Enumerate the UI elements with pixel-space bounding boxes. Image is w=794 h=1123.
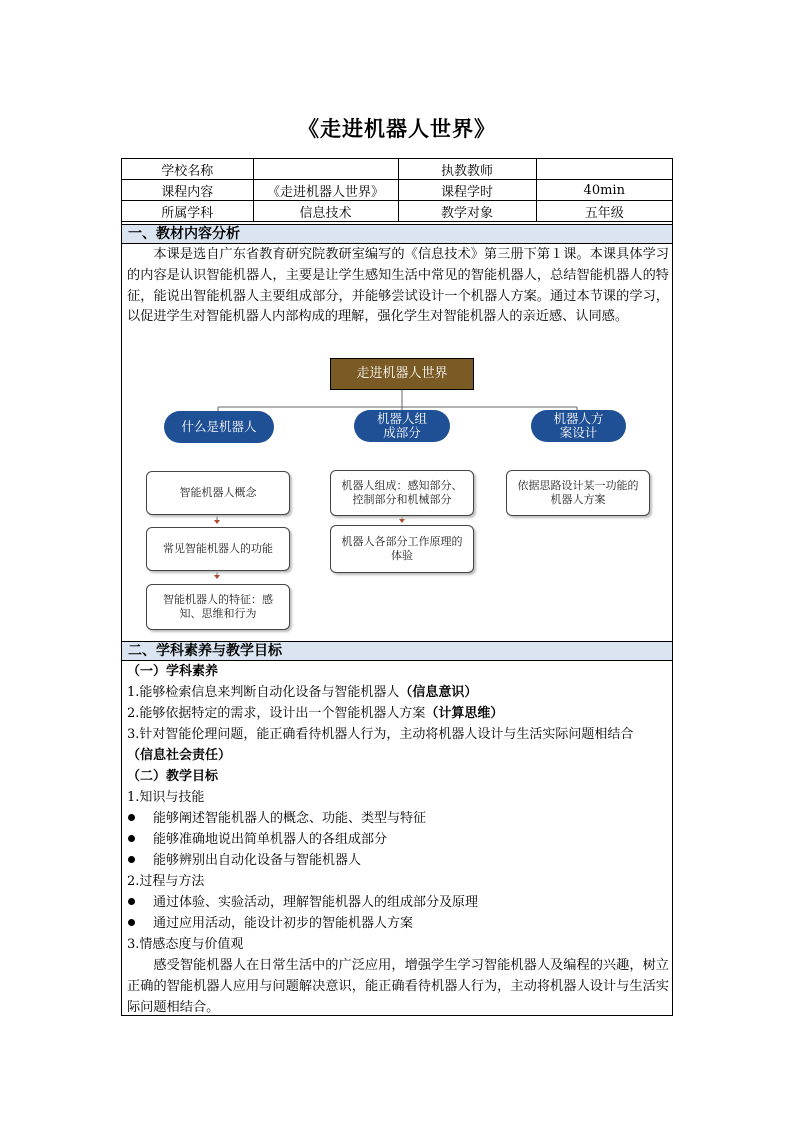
bullet-icon: [128, 856, 135, 863]
concept-diagram: [122, 355, 672, 637]
target-label: 教学对象: [398, 201, 536, 222]
school-value: [253, 159, 398, 180]
diagram-root: 走进机器人世界: [330, 358, 474, 390]
document-title: 《走进机器人世界》: [298, 116, 496, 141]
branch-robot-parts: 机器人组成部分: [354, 410, 450, 442]
literacy-tag: （信息社会责任）: [127, 748, 232, 763]
literacy-tag: （计算思维）: [425, 706, 504, 721]
info-table: [122, 159, 672, 222]
list-item: [128, 851, 361, 871]
content-label: 课程内容: [122, 180, 253, 201]
section-heading-analysis: 一、教材内容分析: [122, 224, 672, 244]
box-robot-plan: 依据思路设计某一功能的机器人方案: [506, 470, 650, 516]
list-item-text: 能够辨别出自动化设备与智能机器人: [153, 853, 362, 868]
subheading-goals: （二）教学目标: [127, 769, 219, 784]
lesson-plan-sheet: [121, 158, 673, 1016]
bullet-icon: [128, 814, 135, 821]
literacy-item: [127, 683, 477, 703]
branch-what-is-robot: 什么是机器人: [164, 411, 274, 443]
teacher-label: 执教教师: [398, 159, 536, 180]
box-robot-features: 智能机器人的特征：感知、思维和行为: [146, 584, 290, 630]
goal-heading: 2.过程与方法: [127, 874, 205, 889]
target-value: 五年级: [536, 201, 672, 222]
list-item-text: 能够准确地说出简单机器人的各组成部分: [153, 832, 388, 847]
hours-value: 40min: [536, 180, 672, 201]
bullet-icon: [128, 835, 135, 842]
literacy-item: [127, 704, 503, 724]
list-item: [128, 893, 478, 913]
box-robot-functions: 常见智能机器人的功能: [146, 527, 290, 571]
literacy-item: 3.针对智能伦理问题，能正确看待机器人行为，主动将机器人设计与生活实际问题相结合: [127, 727, 634, 742]
literacy-tag: （信息意识）: [399, 685, 478, 700]
table-row: [122, 159, 672, 180]
hours-label: 课程学时: [398, 180, 536, 201]
goal-heading: 3.情感态度与价值观: [127, 937, 244, 952]
bullet-icon: [128, 919, 135, 926]
box-robot-concept: 智能机器人概念: [146, 471, 290, 515]
bullet-icon: [128, 898, 135, 905]
subject-value: 信息技术: [253, 201, 398, 222]
literacy-text: 2.能够依据特定的需求，设计出一个智能机器人方案: [127, 706, 426, 721]
list-item: [128, 830, 387, 850]
analysis-paragraph: 本课是选自广东省教育研究院教研室编写的《信息技术》第三册下第１课。本课具体学习的内容是认识智能机器人，主要是让学生感知生活中常见的智能机器人，总结智能机器人的特征，能说出智能机器人主要组成部分，并能够尝试设计一个机器人方案。通过本节课的学习，以促进学生对智能机器人内部构成的理解，强化学生对智能机器人的亲近感、认同感。: [127, 247, 669, 325]
table-row: [122, 201, 672, 222]
subject-label: 所属学科: [122, 201, 253, 222]
list-item-text: 能够阐述智能机器人的概念、功能、类型与特征: [153, 811, 427, 826]
literacy-text: 1.能够检索信息来判断自动化设备与智能机器人: [127, 685, 400, 700]
list-item-text: 通过体验、实验活动，理解智能机器人的组成部分及原理: [153, 895, 479, 910]
goal-heading: 1.知识与技能: [127, 790, 205, 805]
subheading-literacy: （一）学科素养: [127, 664, 219, 679]
box-robot-principle: 机器人各部分工作原理的体验: [330, 525, 474, 573]
content-value: 《走进机器人世界》: [253, 180, 398, 201]
section-heading-goals: 二、学科素养与教学目标: [122, 641, 672, 661]
attitude-paragraph: 感受智能机器人在日常生活中的广泛应用，增强学生学习智能机器人及编程的兴趣，树立正确的智能机器人应用与问题解决意识，能正确看待机器人行为，主动将机器人设计与生活实际问题相结合。: [127, 958, 669, 1015]
list-item-text: 通过应用活动，能设计初步的智能机器人方案: [153, 916, 414, 931]
school-label: 学校名称: [122, 159, 253, 180]
table-row: [122, 180, 672, 201]
branch-robot-design: 机器人方案设计: [531, 410, 626, 442]
list-item: [128, 914, 413, 934]
list-item: [128, 809, 426, 829]
teacher-value: [536, 159, 672, 180]
box-robot-composition: 机器人组成：感知部分、控制部分和机械部分: [330, 470, 474, 516]
